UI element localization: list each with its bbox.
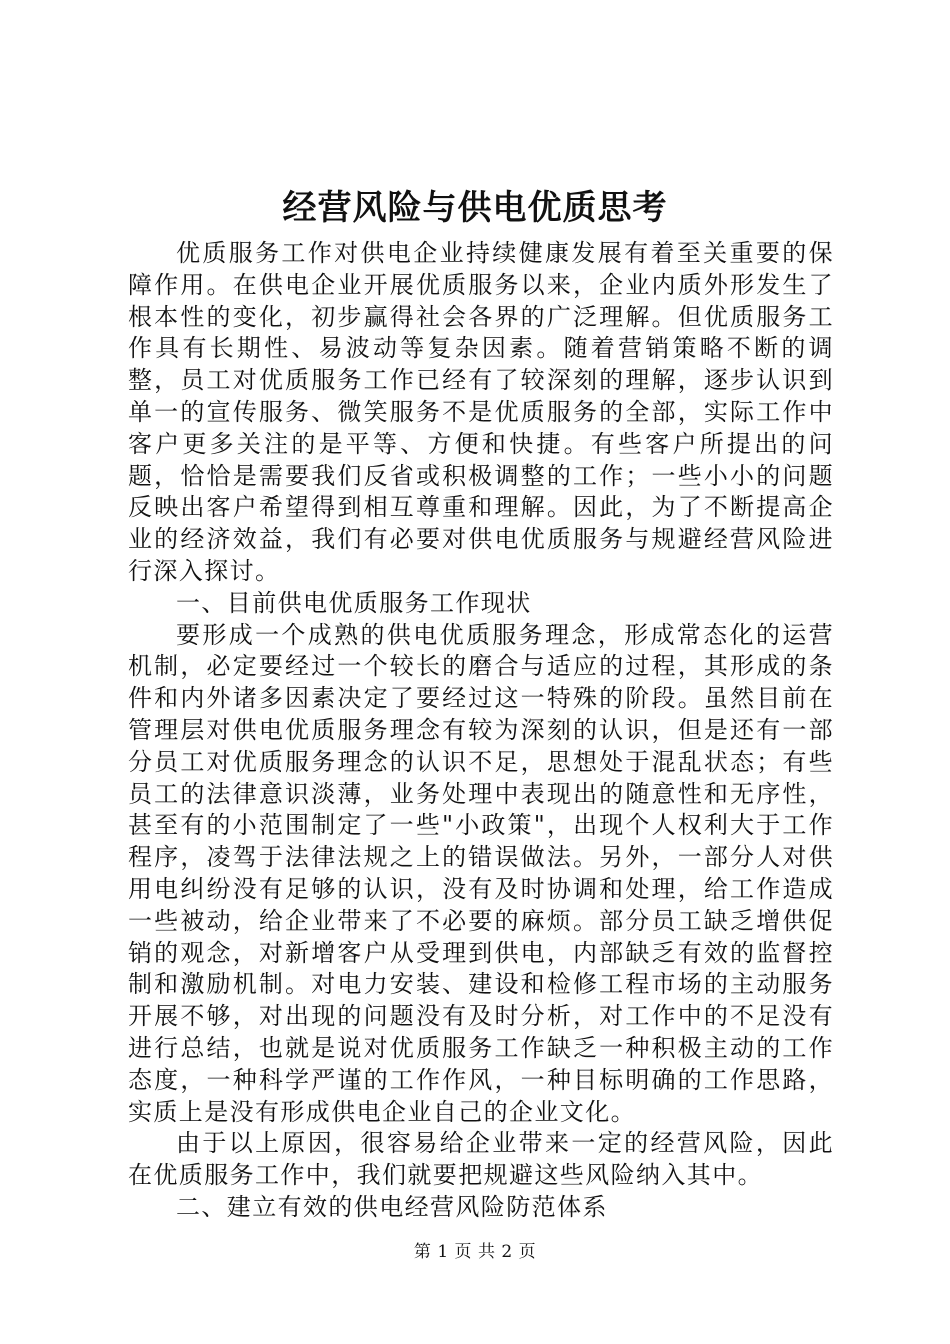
paragraph-intro: 优质服务工作对供电企业持续健康发展有着至关重要的保障作用。在供电企业开展优质服务以来，企业内质外形发生了根本性的变化，初步赢得社会各界的广泛理解。但优质服务工作具有长期性、易波动等复杂因素。随着营销策略不断的调整，员工对优质服务工作已经有了较深刻的理解，逐步认识到单一的宣传服务、微笑服务不是优质服务的全部，实际工作中客户更多关注的是平等、方便和快捷。有些客户所提出的问题，恰恰是需要我们反省或积极调整的工作；一些小小的问题反映出客户希望得到相互尊重和理解。因此，为了不断提高企业的经济效益，我们有必要对供电优质服务与规避经营风险进行深入探讨。 xyxy=(128,239,834,585)
paragraph-current-status: 要形成一个成熟的供电优质服务理念，形成常态化的运营机制，必定要经过一个较长的磨合与适应的过程，其形成的条件和内外诸多因素决定了要经过这一特殊的阶段。虽然目前在管理层对供电优质服务理念有较为深刻的认识，但是还有一部分员工对优质服务理念的认识不足，思想处于混乱状态；有些员工的法律意识淡薄，业务处理中表现出的随意性和无序性，甚至有的小范围制定了一些"小政策"，出现个人权利大于工作程序，凌驾于法律法规之上的错误做法。另外，一部分人对供用电纠纷没有足够的认识，没有及时协调和处理，给工作造成一些被动，给企业带来了不必要的麻烦。部分员工缺乏增供促销的观念，对新增客户从受理到供电，内部缺乏有效的监督控制和激励机制。对电力安装、建设和检修工程市场的主动服务开展不够，对出现的问题没有及时分析，对工作中的不足没有进行总结，也就是说对优质服务工作缺乏一种积极主动的工作态度，一种科学严谨的工作作风，一种目标明确的工作思路，实质上是没有形成供电企业自己的企业文化。 xyxy=(128,620,834,1126)
paragraph-risk-summary: 由于以上原因，很容易给企业带来一定的经营风险，因此在优质服务工作中，我们就要把规避这些风险纳入其中。 xyxy=(128,1129,834,1190)
section-heading-2: 二、建立有效的供电经营风险防范体系 xyxy=(176,1192,608,1221)
document-body xyxy=(128,238,834,1224)
page-footer: 第 1 页 共 2 页 xyxy=(413,1242,537,1262)
document-title: 经营风险与供电优质思考 xyxy=(282,188,668,228)
section-heading-1: 一、目前供电优质服务工作现状 xyxy=(176,588,532,617)
